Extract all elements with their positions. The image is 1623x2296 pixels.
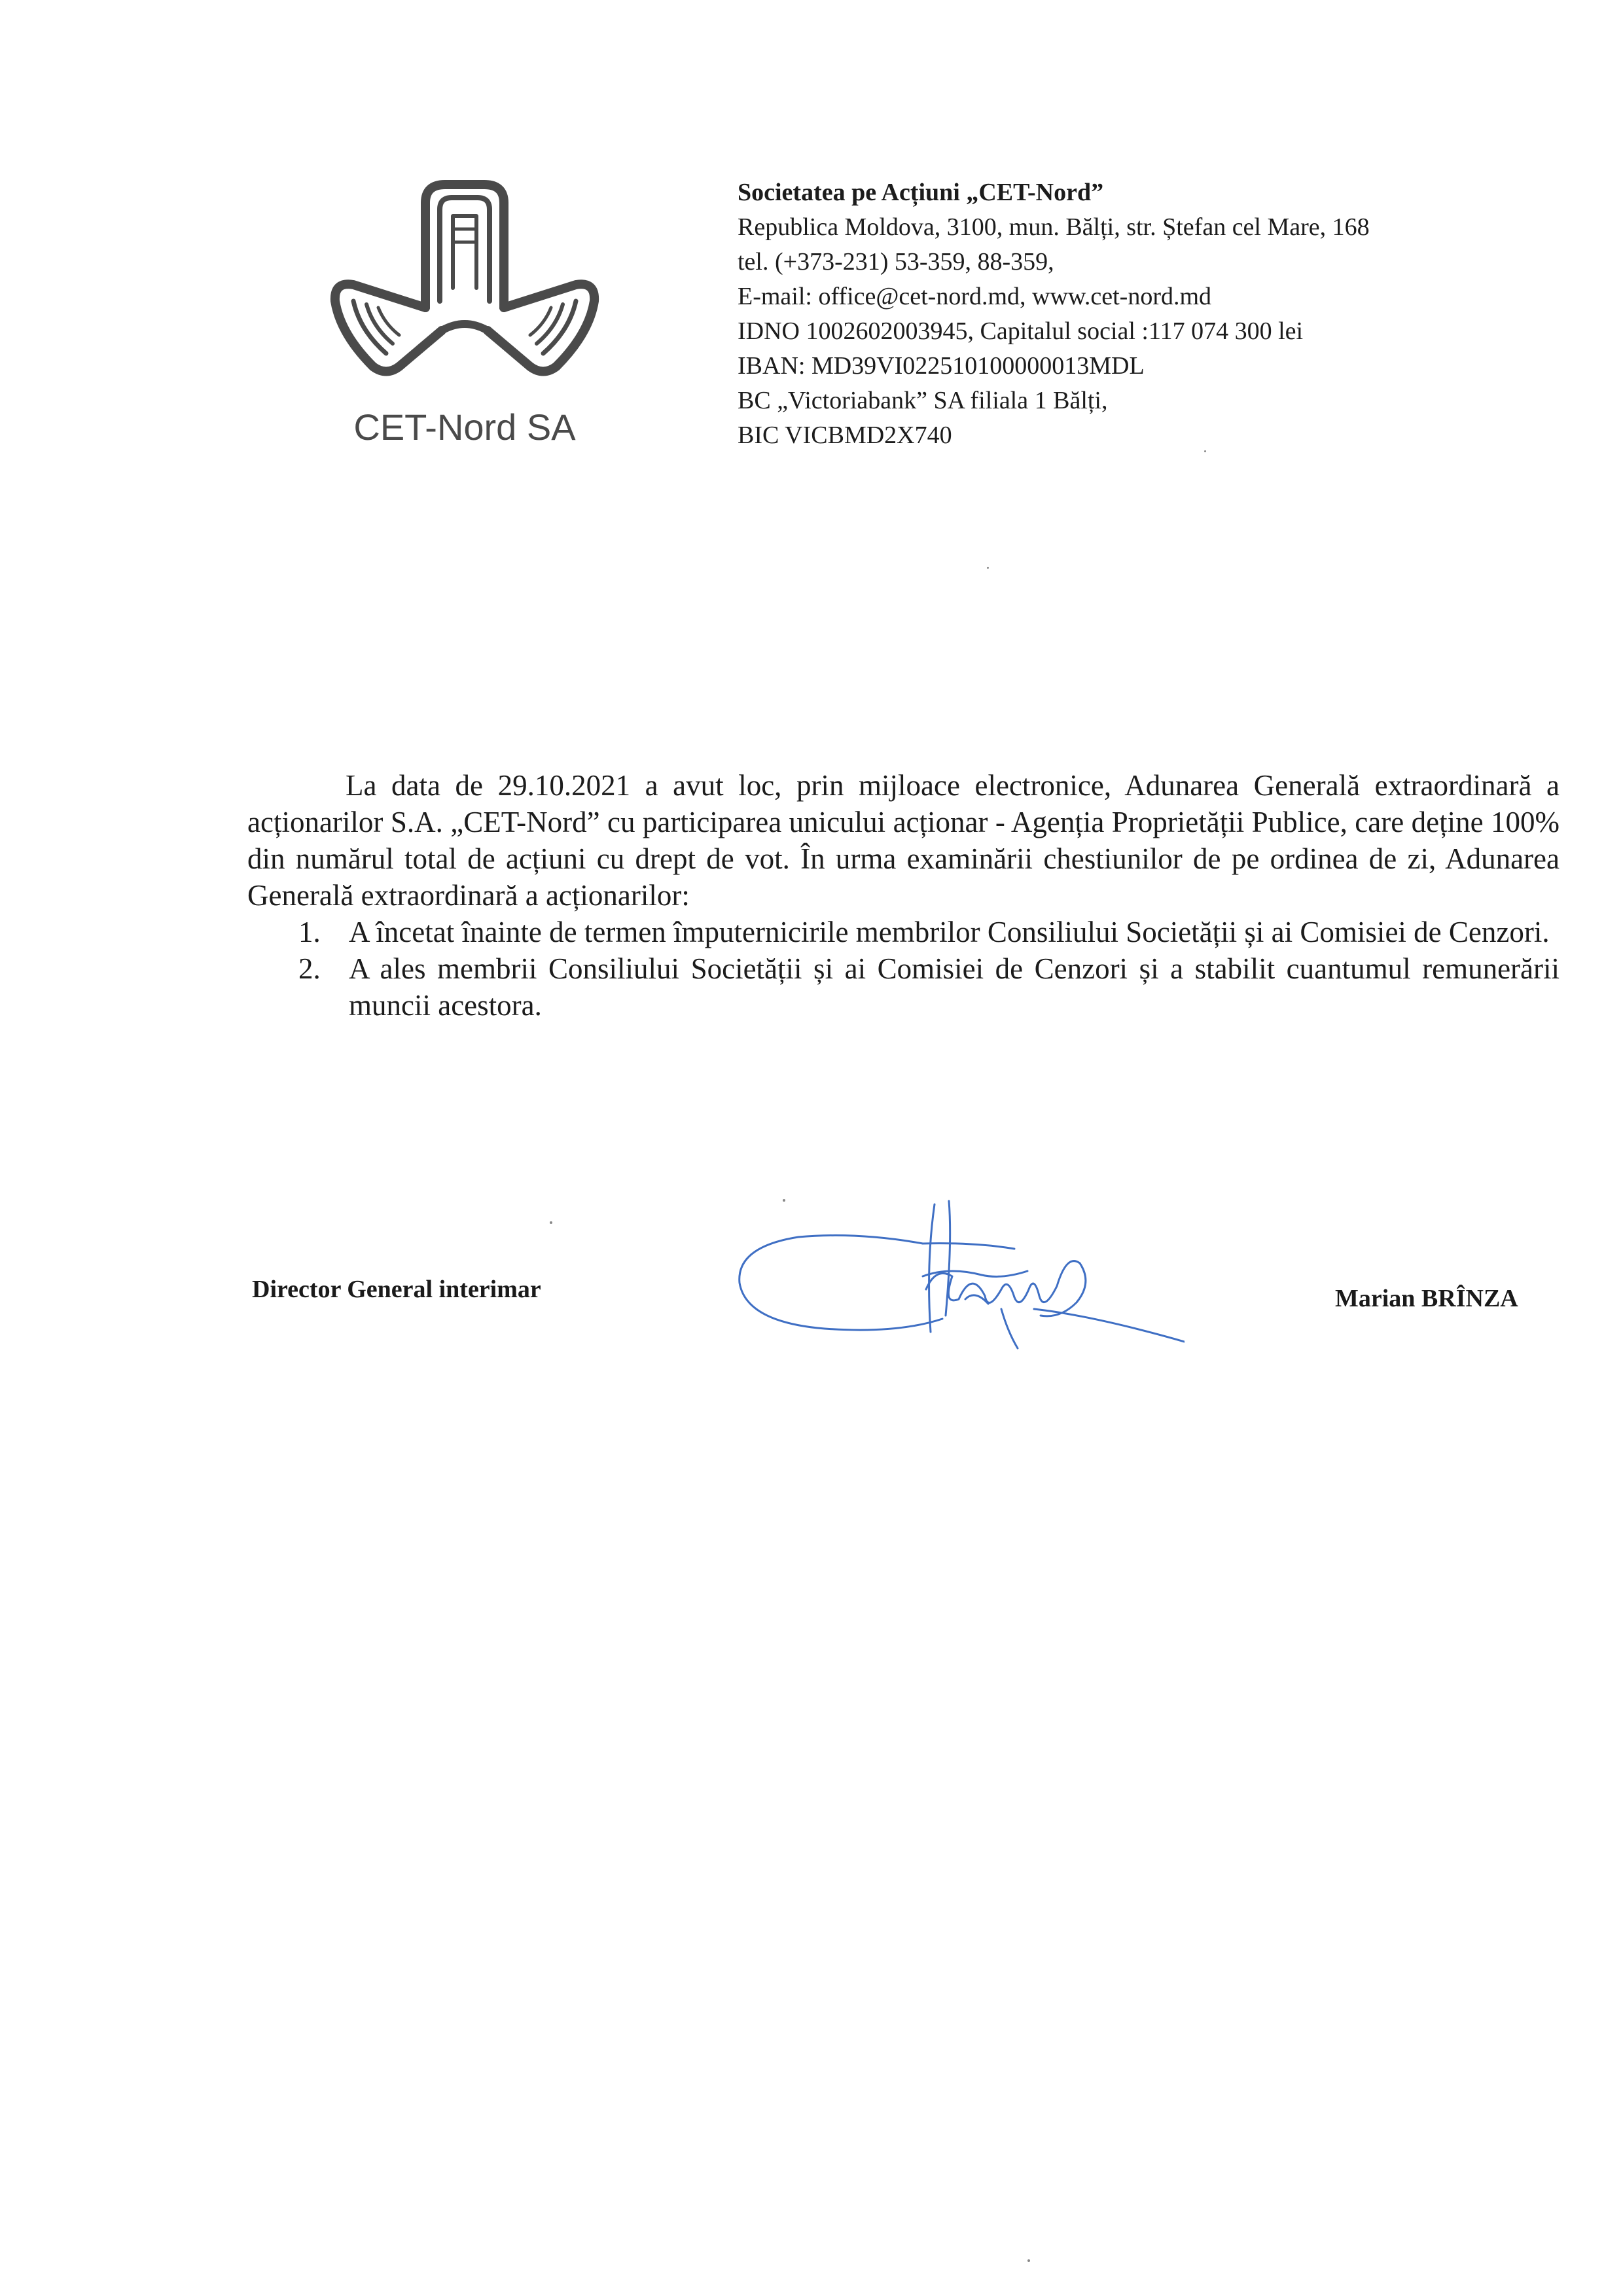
list-item — [247, 914, 1560, 950]
list-item-text: A încetat înainte de termen împuternicirile membrilor Consiliului Societății și ai Comisiei de Cenzori. — [349, 916, 1550, 948]
company-logo — [327, 177, 602, 465]
list-item-number: 1. — [298, 916, 321, 948]
decision-list — [247, 914, 1560, 1024]
company-phone: tel. (+373-231) 53-359, 88-359, — [738, 248, 1054, 276]
letter-body — [247, 767, 1560, 1024]
scan-speck — [550, 1221, 552, 1224]
list-item-text: A ales membrii Consiliului Societății și ai Comisiei de Cenzori și a stabilit cuantumul remunerării muncii acestora. — [349, 952, 1560, 1022]
scan-speck — [783, 1199, 785, 1202]
company-idno: IDNO 1002602003945, Capitalul social :117 074 300 lei — [738, 317, 1304, 345]
company-bic: BIC VICBMD2X740 — [738, 422, 952, 449]
letterhead — [738, 175, 1523, 453]
scan-speck — [987, 567, 989, 569]
scan-speck — [1204, 450, 1206, 452]
signatory-name: Marian BRÎNZA — [1335, 1285, 1518, 1312]
company-email: E-mail: office@cet-nord.md, www.cet-nord.md — [738, 283, 1212, 310]
main-paragraph: La data de 29.10.2021 a avut loc, prin mijloace electronice, Adunarea Generală extraordinară a acționarilor S.A. „CET-Nord” cu participarea unicului acționar - Agenția Proprietății Publice, care deține 100% din numărul total de acțiuni cu drept de vot. În urma examinării chestiunilor de pe ordinea de zi, Adunarea Generală extraordinară a acționarilor: — [247, 769, 1560, 912]
signatory-role: Director General interimar — [252, 1276, 541, 1303]
scan-speck — [1027, 2259, 1030, 2262]
list-item-number: 2. — [298, 952, 321, 985]
logo-wordmark: CET-Nord SA — [353, 406, 576, 448]
company-address: Republica Moldova, 3100, mun. Bălți, str. Ștefan cel Mare, 168 — [738, 213, 1370, 241]
list-item — [247, 950, 1560, 1024]
company-bank: BC „Victoriabank” SA filiala 1 Bălți, — [738, 387, 1108, 414]
company-name: Societatea pe Acțiuni „CET-Nord” — [738, 179, 1104, 206]
cet-nord-logo-icon — [327, 177, 602, 399]
handwritten-signature — [726, 1191, 1185, 1355]
company-iban: IBAN: MD39VI022510100000013MDL — [738, 352, 1145, 380]
